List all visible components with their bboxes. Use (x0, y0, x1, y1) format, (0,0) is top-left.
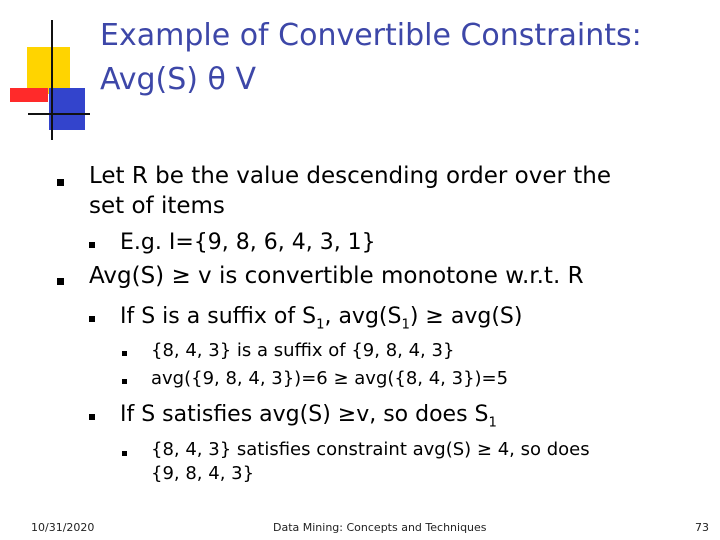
decorative-vertical-line (51, 20, 53, 140)
bullet-1-line2: set of items (89, 193, 225, 219)
slide-title (100, 14, 642, 102)
bullet-2-text: Avg(S) ≥ v is convertible monotone w.r.t. R (89, 263, 584, 289)
bullet-2-sub-1-b-text: avg({9, 8, 4, 3})=6 ≥ avg({8, 4, 3})=5 (151, 368, 509, 389)
decorative-blue-square (49, 88, 85, 130)
bullet-2-sub-1-a-text: {8, 4, 3} is a suffix of {9, 8, 4, 3} (151, 340, 455, 361)
sub-bullet-marker (89, 316, 95, 322)
slide-title-line2: Avg(S) θ V (100, 62, 256, 97)
sub-sub-bullet-marker (122, 379, 127, 384)
sub-sub-bullet-marker (122, 451, 127, 456)
footer-title: Data Mining: Concepts and Techniques (273, 521, 487, 534)
decorative-yellow-square (27, 47, 70, 94)
bullet-1-line1: Let R be the value descending order over the (89, 163, 612, 189)
footer-date: 10/31/2020 (31, 521, 95, 534)
bullet-1-text (89, 161, 611, 221)
decorative-red-bar (10, 88, 48, 102)
bullet-1-sub-text: E.g. I={9, 8, 6, 4, 3, 1} (120, 230, 376, 255)
sub-sub-bullet-marker (122, 351, 127, 356)
bullet-2-sub-1-text: If S is a suffix of $S_1$, $avg(S_1) \ge avg(S)$ (120, 304, 523, 333)
bullet-marker (57, 278, 64, 285)
bullet-2-sub-2-a-text: {8, 4, 3} satisfies constraint avg(S) ≥ 4, so does {9, 8, 4, 3} (151, 439, 590, 484)
bullet-2-sub-2-text: If S satisfies avg(S) ≥v, so does $S_1$ (120, 402, 497, 431)
sub-bullet-marker (89, 414, 95, 420)
sub-bullet-marker (89, 242, 95, 248)
slide-title-line1: Example of Convertible Constraints: (100, 18, 642, 53)
footer-page-number: 73 (695, 521, 709, 534)
bullet-marker (57, 179, 64, 186)
decorative-horizontal-line (28, 113, 90, 115)
